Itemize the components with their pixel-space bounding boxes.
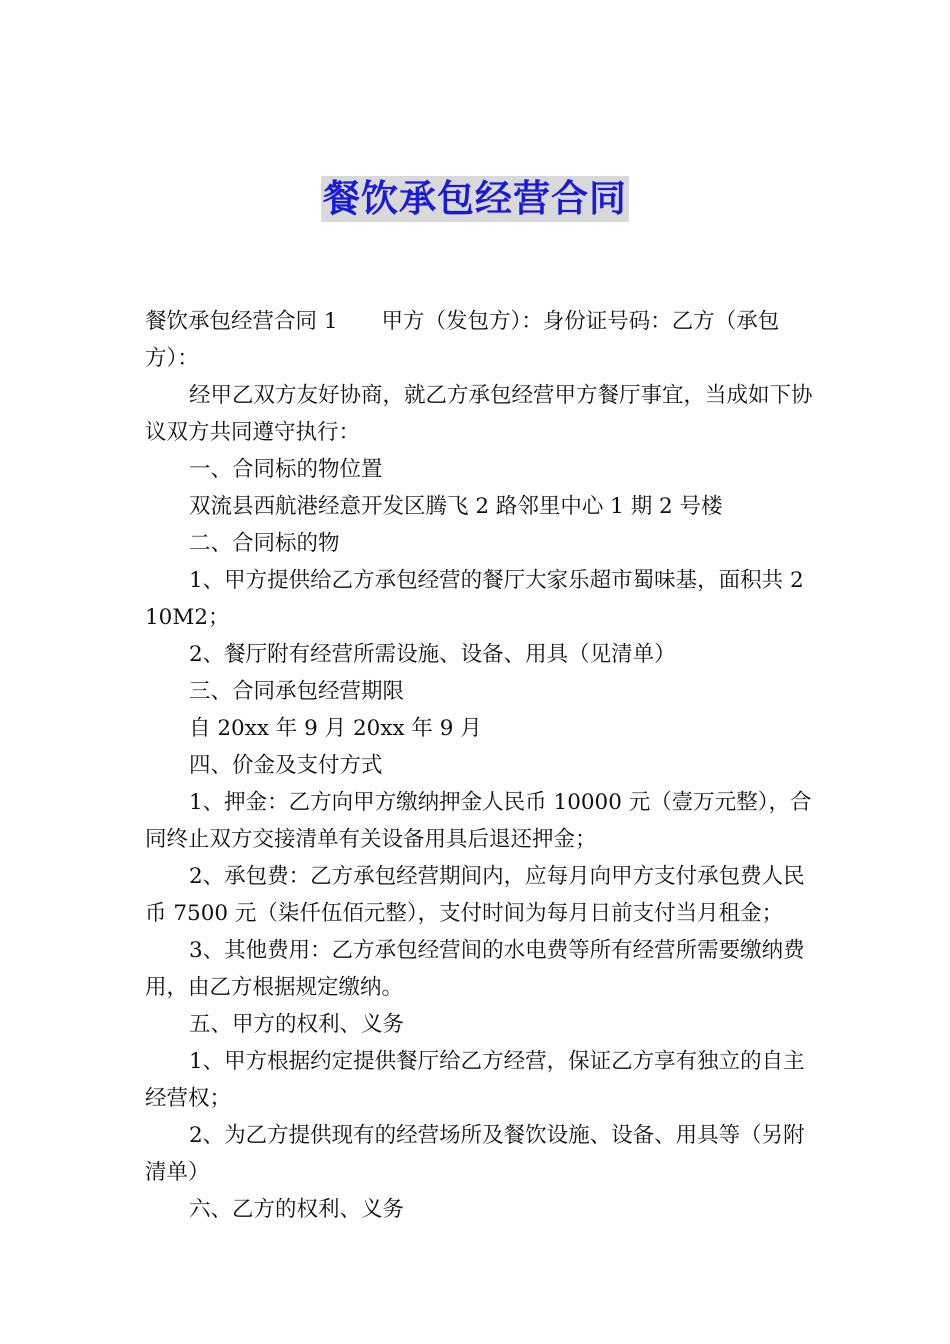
- paragraph-item: 1、甲方根据约定提供餐厅给乙方经营，保证乙方享有独立的自主经营权；: [145, 1049, 805, 1111]
- document-title: 餐饮承包经营合同: [323, 177, 627, 220]
- paragraph-preamble: 经甲乙双方友好协商，就乙方承包经营甲方餐厅事宜，当成如下协议双方共同遵守执行：: [145, 383, 813, 445]
- paragraph-item: 1、押金：乙方向甲方缴纳押金人民币 10000 元（壹万元整），合同终止双方交接清单有关设备用具后退还押金；: [145, 790, 812, 852]
- title-area: [0, 176, 950, 222]
- section-heading-5: 五、甲方的权利、义务: [189, 1012, 405, 1037]
- paragraph-item: 1、甲方提供给乙方承包经营的餐厅大家乐超市蜀味基，面积共 210M2；: [145, 568, 804, 630]
- intro-right: 甲方（发包方）：身份证号码：乙方（承包方）：: [145, 309, 780, 371]
- paragraph-item: 3、其他费用：乙方承包经营间的水电费等所有经营所需要缴纳费用，由乙方根据规定缴纳。: [145, 938, 805, 1000]
- intro-left: 餐饮承包经营合同 1: [145, 309, 338, 334]
- paragraph-term: 自 20xx 年 9 月 20xx 年 9 月: [189, 716, 482, 741]
- document-body: [145, 303, 813, 1228]
- section-heading-3: 三、合同承包经营期限: [189, 679, 405, 704]
- section-heading-2: 二、合同标的物: [189, 531, 340, 556]
- intro-paragraph: [145, 303, 813, 377]
- paragraph-item: 2、为乙方提供现有的经营场所及餐饮设施、设备、用具等（另附清单）: [145, 1123, 805, 1185]
- paragraph-item: 2、餐厅附有经营所需设施、设备、用具（见清单）: [189, 642, 676, 667]
- paragraph-item: 2、承包费：乙方承包经营期间内，应每月向甲方支付承包费人民币 7500 元（柒仟伍佰元整），支付时间为每月日前支付当月租金；: [145, 864, 805, 926]
- paragraph-location: 双流县西航港经意开发区腾飞 2 路邻里中心 1 期 2 号楼: [189, 494, 723, 519]
- section-heading-6: 六、乙方的权利、义务: [189, 1197, 405, 1222]
- section-heading-4: 四、价金及支付方式: [189, 753, 383, 778]
- section-heading-1: 一、合同标的物位置: [189, 457, 383, 482]
